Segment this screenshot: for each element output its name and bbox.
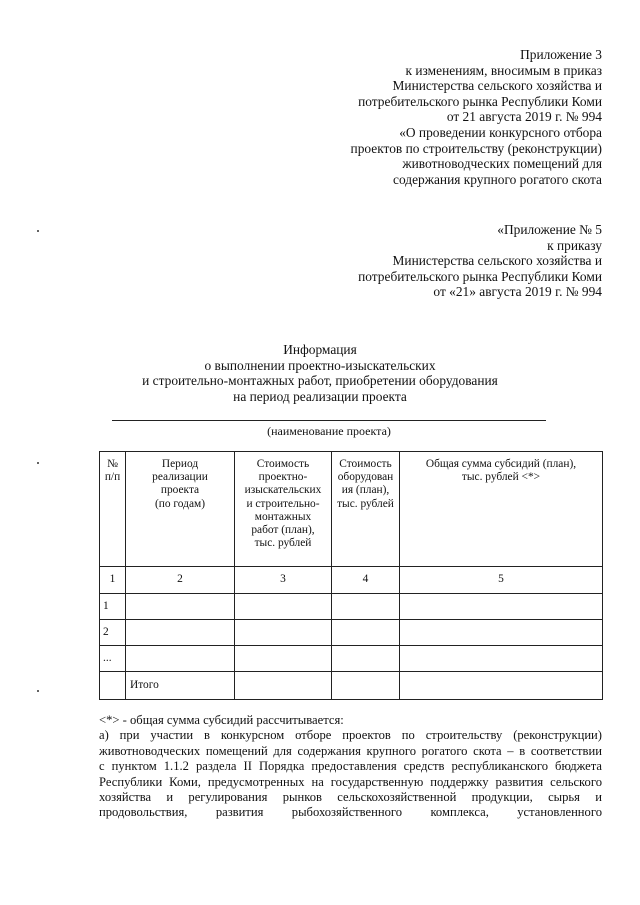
footnote-line: животноводческих помещений для содержания крупного рогатого скота – в соответствии [99, 743, 602, 758]
appendix-3-line: Приложение 3 [520, 47, 602, 62]
table-cell [235, 620, 332, 646]
header-text: монтажных [254, 510, 312, 523]
header-text: Стоимость [339, 458, 392, 470]
appendix-3-line: содержания крупного рогатого скота [393, 171, 602, 187]
header-text: п/п [104, 471, 121, 484]
table-cell [400, 672, 603, 700]
appendix-3-line: Министерства сельского хозяйства и [392, 78, 602, 94]
row-number: 2 [100, 620, 126, 646]
project-name-caption: (наименование проекта) [267, 424, 391, 438]
header-text: изыскательских [244, 484, 322, 497]
header-text: № [107, 458, 118, 470]
header-text: ия (план), [341, 484, 390, 497]
project-name-line [112, 420, 546, 421]
footnote-line: продовольствия, развития рыбохозяйственного комплекса, установленного [99, 805, 602, 820]
footnote-line: а) при участии в конкурсном отборе проектов по строительству (реконструкции) [99, 728, 602, 743]
table-cell [235, 672, 332, 700]
table-cell [332, 594, 400, 620]
header-text: оборудован [337, 471, 394, 484]
appendix-5-line: потребительского рынка Республики Коми [358, 268, 602, 284]
scan-speck [37, 230, 39, 232]
header-text: Общая сумма субсидий (план), [425, 458, 577, 470]
title-line: о выполнении проектно-изыскательских [204, 357, 436, 373]
header-text: проекта [160, 484, 200, 497]
appendix-5-header [358, 222, 602, 300]
footnote-line: с пунктом 1.1.2 раздела II Порядка предоставления средств республиканского бюджета [99, 759, 602, 774]
row-number: ... [100, 646, 126, 672]
header-text: работ (план), [251, 524, 315, 537]
column-number: 2 [126, 567, 235, 594]
header-cell-subsidy-total [400, 452, 603, 567]
header-cell-period [126, 452, 235, 567]
header-text: (по годам) [154, 497, 206, 510]
footnote-line: хозяйства и регулирования рынков сельскохозяйственной продукции, сырья и [99, 790, 602, 805]
header-text: тыс. рублей <*> [461, 471, 541, 484]
header-text: Период [161, 458, 199, 470]
appendix-3-header [351, 47, 602, 187]
appendix-3-line: к изменениям, вносимым в приказ [405, 62, 602, 78]
header-cell-equipment-cost [332, 452, 400, 567]
title-line: Информация [283, 342, 357, 357]
column-number-row [100, 567, 603, 594]
info-table [99, 451, 603, 700]
appendix-3-line: потребительского рынка Республики Коми [358, 93, 602, 109]
header-text: тыс. рублей [337, 497, 394, 510]
table-cell [400, 594, 603, 620]
table-cell [100, 672, 126, 700]
table-cell [400, 646, 603, 672]
appendix-3-line: животноводческих помещений для [402, 156, 602, 172]
appendix-5-line: от «21» августа 2019 г. № 994 [433, 284, 602, 300]
table-cell [332, 646, 400, 672]
table-cell [126, 620, 235, 646]
header-text: реализации [152, 471, 208, 484]
header-cell-number [100, 452, 126, 567]
document-title [0, 342, 640, 404]
table-cell [235, 594, 332, 620]
table-header-row [100, 452, 603, 567]
table-cell [126, 594, 235, 620]
header-cell-works-cost [235, 452, 332, 567]
header-text: и строительно- [246, 497, 320, 510]
column-number: 1 [100, 567, 126, 594]
appendix-5-line: «Приложение № 5 [497, 222, 602, 237]
header-text: Стоимость [256, 458, 310, 470]
table-cell [332, 672, 400, 700]
appendix-5-line: Министерства сельского хозяйства и [392, 253, 602, 269]
table-row [100, 646, 603, 672]
title-line: и строительно-монтажных работ, приобретении оборудования [142, 373, 498, 389]
row-number: 1 [100, 594, 126, 620]
header-text: проектно- [258, 471, 308, 484]
table-cell [400, 620, 603, 646]
table-cell [126, 646, 235, 672]
table-cell [332, 620, 400, 646]
appendix-3-line: от 21 августа 2019 г. № 994 [446, 109, 602, 125]
column-number: 3 [235, 567, 332, 594]
total-row [100, 672, 603, 700]
appendix-3-line: проектов по строительству (реконструкции) [350, 140, 602, 156]
appendix-5-line: к приказу [547, 237, 602, 253]
appendix-3-line: «О проведении конкурсного отбора [399, 124, 602, 140]
header-text: тыс. рублей [254, 537, 312, 550]
table-row [100, 594, 603, 620]
column-number: 5 [400, 567, 603, 594]
table-cell [235, 646, 332, 672]
footnote-section [99, 713, 602, 821]
column-number: 4 [332, 567, 400, 594]
scan-speck [37, 690, 39, 692]
scan-speck [37, 462, 39, 464]
title-line: на период реализации проекта [233, 388, 407, 404]
footnote-line: Республики Коми, предусмотренных на государственную поддержку развития сельского [99, 774, 602, 789]
total-label: Итого [126, 672, 235, 700]
footnote-intro: <*> - общая сумма субсидий рассчитывается: [99, 713, 344, 727]
table-row [100, 620, 603, 646]
